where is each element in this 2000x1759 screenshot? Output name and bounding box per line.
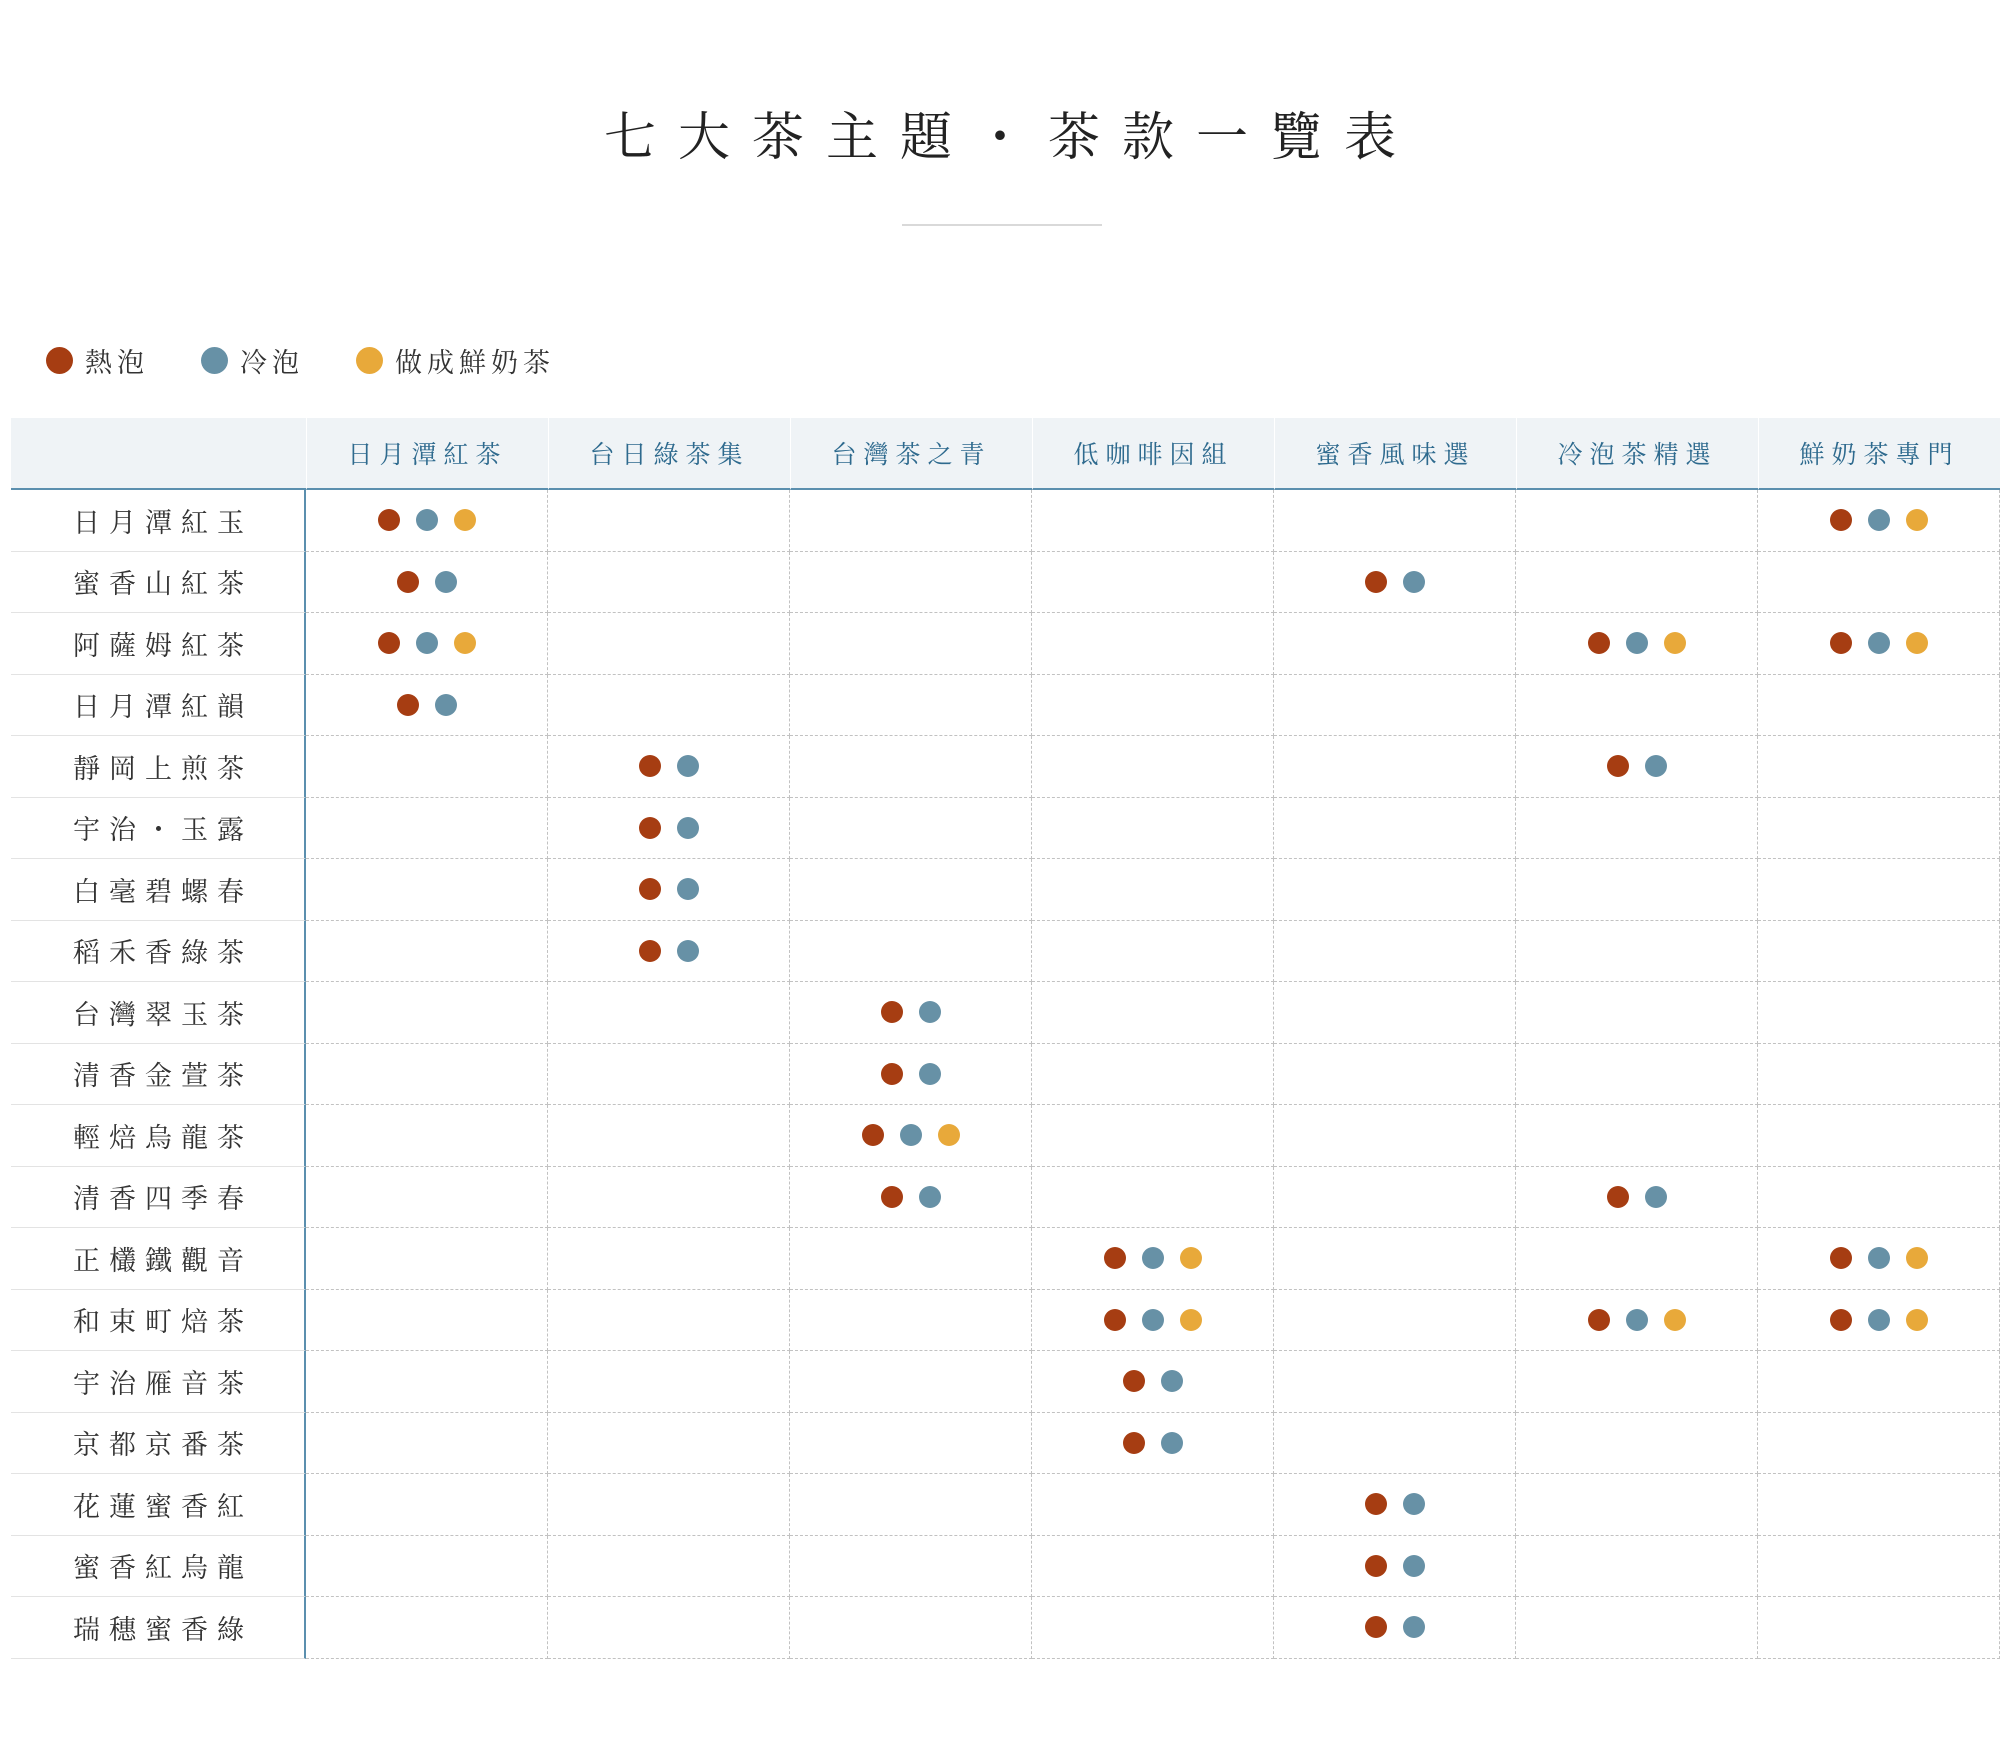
table-cell bbox=[1274, 1474, 1516, 1536]
legend-dot-cold-icon bbox=[201, 347, 228, 374]
table-cell bbox=[1758, 490, 2000, 552]
table-cell bbox=[1032, 798, 1274, 860]
row-label: 蜜香山紅茶 bbox=[11, 552, 306, 614]
cold-dot-icon bbox=[919, 1063, 941, 1085]
table-cell bbox=[548, 1597, 790, 1659]
row-label: 京都京番茶 bbox=[11, 1413, 306, 1475]
hot-dot-icon bbox=[1104, 1247, 1126, 1269]
table-cell bbox=[306, 675, 548, 737]
table-cell bbox=[1032, 982, 1274, 1044]
row-label: 正欉鐵觀音 bbox=[11, 1228, 306, 1290]
table-cell bbox=[1758, 1228, 2000, 1290]
table-cell bbox=[306, 921, 548, 983]
hot-dot-icon bbox=[881, 1001, 903, 1023]
table-cell bbox=[1758, 1536, 2000, 1598]
table-cell bbox=[306, 613, 548, 675]
row-label: 日月潭紅玉 bbox=[11, 490, 306, 552]
table-cell bbox=[548, 490, 790, 552]
cold-dot-icon bbox=[1161, 1432, 1183, 1454]
row-label: 輕焙烏龍茶 bbox=[11, 1105, 306, 1167]
table-cell bbox=[1032, 1105, 1274, 1167]
legend-dot-hot-icon bbox=[46, 347, 73, 374]
hot-dot-icon bbox=[639, 817, 661, 839]
table-cell bbox=[1516, 1290, 1758, 1352]
hot-dot-icon bbox=[1607, 755, 1629, 777]
column-header: 日月潭紅茶 bbox=[306, 418, 548, 490]
table-cell bbox=[1758, 736, 2000, 798]
table-cell bbox=[1516, 1597, 1758, 1659]
milk-dot-icon bbox=[1906, 1247, 1928, 1269]
hot-dot-icon bbox=[1830, 1309, 1852, 1331]
table-cell bbox=[1274, 1105, 1516, 1167]
table-cell bbox=[1516, 1105, 1758, 1167]
column-header: 冷泡茶精選 bbox=[1516, 418, 1758, 490]
table-cell bbox=[306, 552, 548, 614]
hot-dot-icon bbox=[397, 571, 419, 593]
table-cell bbox=[1274, 1351, 1516, 1413]
table-cell bbox=[790, 1044, 1032, 1106]
cold-dot-icon bbox=[919, 1001, 941, 1023]
hot-dot-icon bbox=[639, 878, 661, 900]
table-cell bbox=[1758, 859, 2000, 921]
table-cell bbox=[306, 982, 548, 1044]
table-cell bbox=[790, 1105, 1032, 1167]
table-cell bbox=[548, 736, 790, 798]
hot-dot-icon bbox=[397, 694, 419, 716]
table-cell bbox=[1516, 1536, 1758, 1598]
table-cell bbox=[1274, 1290, 1516, 1352]
table-cell bbox=[1516, 982, 1758, 1044]
cold-dot-icon bbox=[416, 632, 438, 654]
table-cell bbox=[306, 1167, 548, 1229]
table-cell bbox=[548, 798, 790, 860]
table-cell bbox=[1274, 490, 1516, 552]
table-cell bbox=[1758, 1597, 2000, 1659]
table-cell bbox=[1032, 1413, 1274, 1475]
table-cell bbox=[1032, 1474, 1274, 1536]
table-cell bbox=[1758, 921, 2000, 983]
table-cell bbox=[548, 675, 790, 737]
hot-dot-icon bbox=[1607, 1186, 1629, 1208]
table-cell bbox=[1032, 1536, 1274, 1598]
table-cell bbox=[548, 1044, 790, 1106]
table-cell bbox=[1274, 1044, 1516, 1106]
cold-dot-icon bbox=[1161, 1370, 1183, 1392]
table-cell bbox=[1274, 1413, 1516, 1475]
table-cell bbox=[790, 490, 1032, 552]
table-cell bbox=[1758, 1105, 2000, 1167]
table-cell bbox=[1274, 675, 1516, 737]
table-cell bbox=[1032, 1351, 1274, 1413]
table-cell bbox=[306, 736, 548, 798]
hot-dot-icon bbox=[1830, 632, 1852, 654]
hot-dot-icon bbox=[1104, 1309, 1126, 1331]
milk-dot-icon bbox=[454, 509, 476, 531]
table-cell bbox=[1758, 1167, 2000, 1229]
table-cell bbox=[1516, 1351, 1758, 1413]
table-cell bbox=[1758, 798, 2000, 860]
table-cell bbox=[1032, 1597, 1274, 1659]
column-header: 蜜香風味選 bbox=[1274, 418, 1516, 490]
milk-dot-icon bbox=[454, 632, 476, 654]
table-cell bbox=[548, 859, 790, 921]
legend-item-hot bbox=[46, 341, 149, 380]
table-cell bbox=[306, 798, 548, 860]
table-cell bbox=[790, 613, 1032, 675]
cold-dot-icon bbox=[1403, 1493, 1425, 1515]
hot-dot-icon bbox=[1365, 571, 1387, 593]
legend-label: 熱泡 bbox=[85, 347, 149, 379]
table-cell bbox=[548, 1105, 790, 1167]
table-cell bbox=[1758, 552, 2000, 614]
milk-dot-icon bbox=[1664, 1309, 1686, 1331]
table-cell bbox=[1032, 859, 1274, 921]
table-cell bbox=[1032, 1290, 1274, 1352]
column-header: 台日綠茶集 bbox=[548, 418, 790, 490]
table-cell bbox=[1516, 675, 1758, 737]
table-cell bbox=[306, 1413, 548, 1475]
table-cell bbox=[790, 1474, 1032, 1536]
table-cell bbox=[1032, 613, 1274, 675]
cold-dot-icon bbox=[1626, 1309, 1648, 1331]
table-cell bbox=[1274, 736, 1516, 798]
table-cell bbox=[1274, 921, 1516, 983]
row-label: 清香四季春 bbox=[11, 1167, 306, 1229]
table-cell bbox=[1758, 675, 2000, 737]
table-cell bbox=[1516, 921, 1758, 983]
cold-dot-icon bbox=[677, 940, 699, 962]
header-corner bbox=[11, 418, 306, 490]
table-cell bbox=[306, 1474, 548, 1536]
table-cell bbox=[1274, 982, 1516, 1044]
cold-dot-icon bbox=[1868, 1247, 1890, 1269]
table-cell bbox=[548, 1167, 790, 1229]
table-cell bbox=[790, 1228, 1032, 1290]
cold-dot-icon bbox=[1403, 1616, 1425, 1638]
hot-dot-icon bbox=[1123, 1370, 1145, 1392]
table-cell bbox=[1274, 798, 1516, 860]
title-divider bbox=[902, 224, 1102, 226]
cold-dot-icon bbox=[919, 1186, 941, 1208]
table-cell bbox=[306, 1290, 548, 1352]
legend bbox=[46, 340, 607, 380]
cold-dot-icon bbox=[677, 817, 699, 839]
legend-item-milk bbox=[356, 341, 555, 380]
hot-dot-icon bbox=[1365, 1493, 1387, 1515]
cold-dot-icon bbox=[1868, 509, 1890, 531]
table-cell bbox=[1758, 982, 2000, 1044]
hot-dot-icon bbox=[881, 1063, 903, 1085]
table-cell bbox=[1032, 1044, 1274, 1106]
row-label: 瑞穗蜜香綠 bbox=[11, 1597, 306, 1659]
table-cell bbox=[1032, 675, 1274, 737]
cold-dot-icon bbox=[1645, 755, 1667, 777]
hot-dot-icon bbox=[1365, 1555, 1387, 1577]
hot-dot-icon bbox=[1588, 632, 1610, 654]
table-cell bbox=[1032, 921, 1274, 983]
hot-dot-icon bbox=[639, 755, 661, 777]
table-cell bbox=[1516, 1413, 1758, 1475]
cold-dot-icon bbox=[1645, 1186, 1667, 1208]
column-header: 鮮奶茶專門 bbox=[1758, 418, 2000, 490]
table-cell bbox=[1032, 736, 1274, 798]
table-cell bbox=[548, 613, 790, 675]
cold-dot-icon bbox=[435, 571, 457, 593]
table-cell bbox=[1274, 552, 1516, 614]
cold-dot-icon bbox=[1142, 1309, 1164, 1331]
hot-dot-icon bbox=[378, 632, 400, 654]
milk-dot-icon bbox=[1180, 1309, 1202, 1331]
hot-dot-icon bbox=[639, 940, 661, 962]
row-label: 日月潭紅韻 bbox=[11, 675, 306, 737]
table-cell bbox=[790, 1597, 1032, 1659]
hot-dot-icon bbox=[1830, 1247, 1852, 1269]
table-cell bbox=[1516, 613, 1758, 675]
table-cell bbox=[790, 552, 1032, 614]
hot-dot-icon bbox=[881, 1186, 903, 1208]
table-cell bbox=[306, 1597, 548, 1659]
table-cell bbox=[790, 859, 1032, 921]
legend-dot-milk-icon bbox=[356, 347, 383, 374]
table-cell bbox=[1274, 1597, 1516, 1659]
table-cell bbox=[1758, 1413, 2000, 1475]
row-label: 花蓮蜜香紅 bbox=[11, 1474, 306, 1536]
page-title: 七大茶主題・茶款一覽表 bbox=[603, 108, 1418, 168]
row-label: 靜岡上煎茶 bbox=[11, 736, 306, 798]
table-cell bbox=[1758, 613, 2000, 675]
hot-dot-icon bbox=[1123, 1432, 1145, 1454]
cold-dot-icon bbox=[1626, 632, 1648, 654]
hot-dot-icon bbox=[862, 1124, 884, 1146]
row-label: 宇治・玉露 bbox=[11, 798, 306, 860]
table-cell bbox=[548, 1351, 790, 1413]
hot-dot-icon bbox=[1588, 1309, 1610, 1331]
milk-dot-icon bbox=[1664, 632, 1686, 654]
table-cell bbox=[1758, 1290, 2000, 1352]
table-cell bbox=[548, 1536, 790, 1598]
table-cell bbox=[1274, 1228, 1516, 1290]
table-cell bbox=[306, 1351, 548, 1413]
table-cell bbox=[790, 798, 1032, 860]
table-cell bbox=[1274, 1167, 1516, 1229]
row-label: 清香金萱茶 bbox=[11, 1044, 306, 1106]
milk-dot-icon bbox=[1906, 509, 1928, 531]
table-cell bbox=[790, 1413, 1032, 1475]
table-cell bbox=[548, 1228, 790, 1290]
table-cell bbox=[1032, 1228, 1274, 1290]
milk-dot-icon bbox=[1906, 1309, 1928, 1331]
table-cell bbox=[1758, 1044, 2000, 1106]
cold-dot-icon bbox=[416, 509, 438, 531]
table-cell bbox=[1758, 1474, 2000, 1536]
table-cell bbox=[790, 1351, 1032, 1413]
table-cell bbox=[1032, 552, 1274, 614]
table-cell bbox=[1516, 736, 1758, 798]
row-label: 白毫碧螺春 bbox=[11, 859, 306, 921]
legend-label: 做成鮮奶茶 bbox=[395, 347, 555, 379]
cold-dot-icon bbox=[1403, 1555, 1425, 1577]
table-cell bbox=[1274, 859, 1516, 921]
hot-dot-icon bbox=[1830, 509, 1852, 531]
table-cell bbox=[306, 1536, 548, 1598]
milk-dot-icon bbox=[938, 1124, 960, 1146]
table-cell bbox=[306, 1228, 548, 1290]
table-cell bbox=[1032, 1167, 1274, 1229]
milk-dot-icon bbox=[1180, 1247, 1202, 1269]
table-cell bbox=[548, 1290, 790, 1352]
cold-dot-icon bbox=[1868, 632, 1890, 654]
cold-dot-icon bbox=[1868, 1309, 1890, 1331]
table-cell bbox=[1758, 1351, 2000, 1413]
table-cell bbox=[548, 1474, 790, 1536]
cold-dot-icon bbox=[1142, 1247, 1164, 1269]
table-cell bbox=[1516, 1228, 1758, 1290]
table-cell bbox=[1516, 552, 1758, 614]
row-label: 宇治雁音茶 bbox=[11, 1351, 306, 1413]
table-cell bbox=[790, 1167, 1032, 1229]
table-cell bbox=[1516, 490, 1758, 552]
table-cell bbox=[1516, 1167, 1758, 1229]
row-label: 台灣翠玉茶 bbox=[11, 982, 306, 1044]
table-cell bbox=[306, 1044, 548, 1106]
cold-dot-icon bbox=[677, 755, 699, 777]
row-label: 蜜香紅烏龍 bbox=[11, 1536, 306, 1598]
cold-dot-icon bbox=[677, 878, 699, 900]
table-cell bbox=[548, 552, 790, 614]
table-cell bbox=[790, 736, 1032, 798]
cold-dot-icon bbox=[1403, 571, 1425, 593]
table-cell bbox=[1516, 859, 1758, 921]
tea-table bbox=[11, 418, 2000, 1659]
row-label: 和束町焙茶 bbox=[11, 1290, 306, 1352]
milk-dot-icon bbox=[1906, 632, 1928, 654]
table-cell bbox=[790, 675, 1032, 737]
table-cell bbox=[548, 921, 790, 983]
hot-dot-icon bbox=[1365, 1616, 1387, 1638]
cold-dot-icon bbox=[900, 1124, 922, 1146]
table-cell bbox=[1516, 1474, 1758, 1536]
cold-dot-icon bbox=[435, 694, 457, 716]
table-cell bbox=[790, 1536, 1032, 1598]
legend-item-cold bbox=[201, 341, 304, 380]
table-cell bbox=[548, 982, 790, 1044]
table-cell bbox=[790, 1290, 1032, 1352]
table-cell bbox=[1032, 490, 1274, 552]
table-cell bbox=[790, 921, 1032, 983]
row-label: 稻禾香綠茶 bbox=[11, 921, 306, 983]
table-cell bbox=[1274, 1536, 1516, 1598]
column-header: 台灣茶之青 bbox=[790, 418, 1032, 490]
table-cell bbox=[1516, 1044, 1758, 1106]
table-cell bbox=[306, 490, 548, 552]
table-cell bbox=[306, 1105, 548, 1167]
hot-dot-icon bbox=[378, 509, 400, 531]
row-label: 阿薩姆紅茶 bbox=[11, 613, 306, 675]
table-cell bbox=[548, 1413, 790, 1475]
column-header: 低咖啡因組 bbox=[1032, 418, 1274, 490]
table-cell bbox=[1274, 613, 1516, 675]
table-cell bbox=[790, 982, 1032, 1044]
table-cell bbox=[1516, 798, 1758, 860]
table-cell bbox=[306, 859, 548, 921]
legend-label: 冷泡 bbox=[240, 347, 304, 379]
